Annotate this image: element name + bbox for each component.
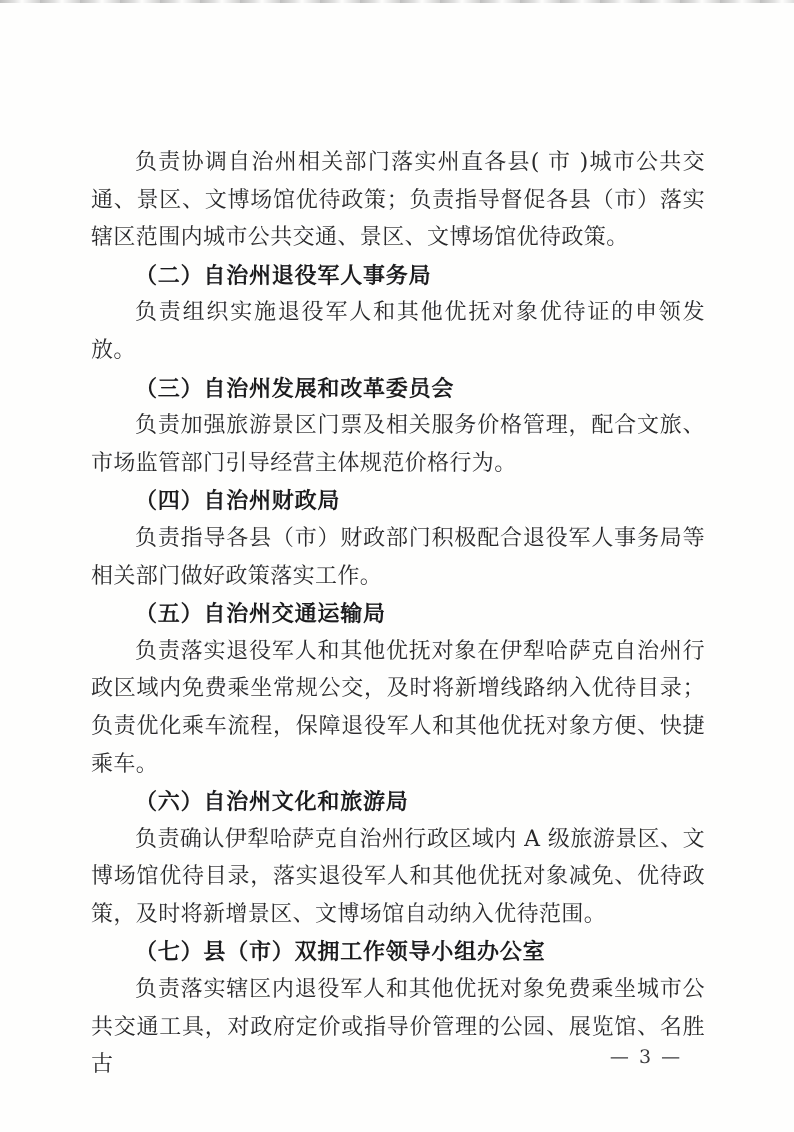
document-body bbox=[91, 144, 705, 1084]
body-paragraph-culture-tourism: 负责确认伊犁哈萨克自治州行政区域内 A 级旅游景区、文博场馆优待目录，落实退役军人和其他优抚对象减免、优待政策，及时将新增景区、文博场馆自动纳入优待范围。 bbox=[91, 826, 705, 927]
scan-edge-artifact bbox=[0, 0, 794, 3]
body-paragraph-transport: 负责落实退役军人和其他优抚对象在伊犁哈萨克自治州行政区域内免费乘坐常规公交，及时将新增线路纳入优待目录；负责优化乘车流程，保障退役军人和其他优抚对象方便、快捷乘车。 bbox=[91, 638, 705, 777]
section-heading-7-shuangyong-leading-group-office: （七）县（市）双拥工作领导小组办公室 bbox=[135, 939, 546, 965]
section-heading-6-culture-tourism-bureau: （六）自治州文化和旅游局 bbox=[135, 789, 409, 815]
body-paragraph-veterans-affairs: 负责组织实施退役军人和其他优抚对象优待证的申领发放。 bbox=[91, 300, 705, 363]
section-heading-2-veterans-affairs-bureau: （二）自治州退役军人事务局 bbox=[135, 262, 432, 288]
section-heading-5-transport-bureau: （五）自治州交通运输局 bbox=[135, 601, 386, 627]
section-heading-4-finance-bureau: （四）自治州财政局 bbox=[135, 488, 341, 514]
body-paragraph-finance: 负责指导各县（市）财政部门积极配合退役军人事务局等相关部门做好政策落实工作。 bbox=[91, 525, 705, 589]
body-paragraph-pricing: 负责加强旅游景区门票及相关服务价格管理，配合文旅、市场监管部门引导经营主体规范价格行为。 bbox=[91, 413, 705, 476]
page-number: — 3 — bbox=[609, 1046, 683, 1068]
section-heading-3-development-reform-commission: （三）自治州发展和改革委员会 bbox=[135, 375, 455, 401]
body-paragraph-county-shuangyong: 负责落实辖区内退役军人和其他优抚对象免费乘坐城市公共交通工具，对政府定价或指导价管理的公园、展览馆、名胜古 bbox=[91, 977, 705, 1078]
body-paragraph-coordination: 负责协调自治州相关部门落实州直各县( 市 )城市公共交通、景区、文博场馆优待政策；负责指导督促各县（市）落实辖区范围内城市公共交通、景区、文博场馆优待政策。 bbox=[91, 150, 705, 251]
